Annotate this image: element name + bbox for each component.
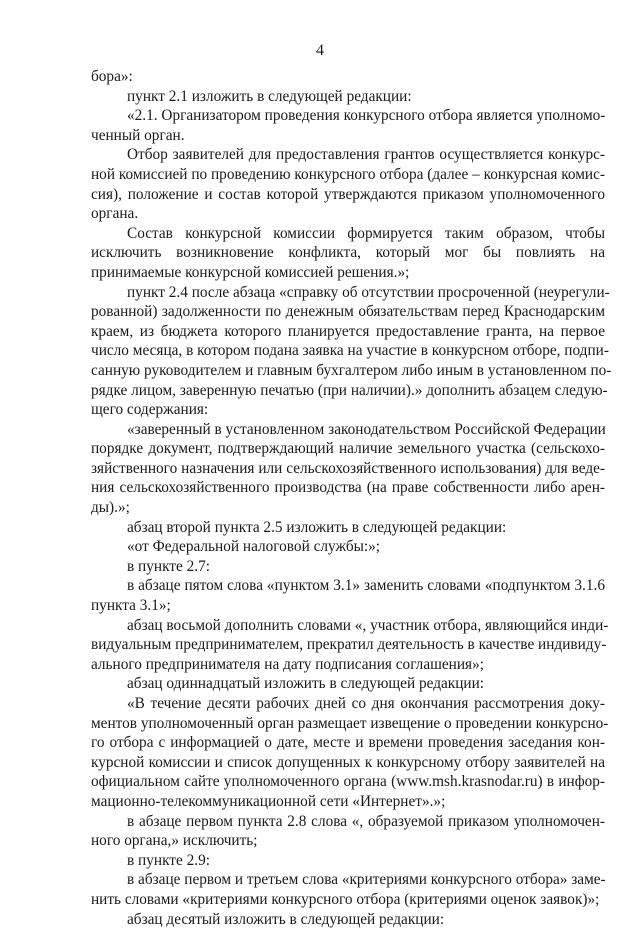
text-line: «от Федеральной налоговой службы:»;	[127, 538, 381, 556]
text-line: курсной комиссии и список допущенных к конкурсному отбору заявителей на	[91, 753, 605, 771]
text-line: официальном сайте уполномоченного органа (www.msh.krasnodar.ru) в инфор-	[91, 773, 605, 791]
text-line: в пункте 2.7:	[127, 557, 210, 575]
text-line: пункт 2.4 после абзаца «справку об отсутствии просроченной (неурегули-	[127, 283, 610, 301]
text-line: ного органа,» исключить;	[91, 832, 258, 850]
text-line: сия), положение и состав которой утверждаются приказом уполномоченного	[91, 185, 605, 203]
text-line: абзац десятый изложить в следующей редакции:	[127, 910, 445, 928]
text-line: ментов уполномоченный орган размещает извещение о проведении конкурсно-	[91, 714, 609, 732]
text-line: ния сельскохозяйственного производства (на праве собственности либо арен-	[91, 479, 605, 497]
text-line: ченный орган.	[91, 126, 185, 144]
text-line: пункт 2.1 изложить в следующей редакции:	[127, 87, 412, 105]
text-line: порядке документ, подтверждающий наличие земельного участка (сельскохо-	[91, 440, 605, 458]
text-line: органа.	[91, 205, 139, 223]
text-line: пункта 3.1»;	[91, 597, 171, 615]
text-line: «заверенный в установленном законодательством Российской Федерации	[127, 420, 606, 438]
text-line: в абзаце пятом слова «пунктом 3.1» заменить словами «подпунктом 3.1.6	[127, 577, 605, 595]
text-line: санную руководителем и главным бухгалтером либо иным в установленном по-	[91, 361, 612, 379]
text-line: ды).»;	[91, 499, 130, 517]
text-line: в абзаце первом пункта 2.8 слова «, образуемой приказом уполномочен-	[127, 812, 605, 830]
text-line: го отбора с информацией о дате, месте и времени проведения заседания кон-	[91, 734, 605, 752]
text-line: в пункте 2.9:	[127, 851, 210, 869]
text-line: ального предпринимателя на дату подписания соглашения»;	[91, 655, 484, 673]
text-line: краем, из бюджета которого планируется предоставление гранта, на первое	[91, 322, 605, 340]
text-line: «2.1. Организатором проведения конкурсного отбора является уполномо-	[127, 107, 606, 125]
text-line: ной комиссией по проведению конкурсного отбора (далее – конкурсная комис-	[91, 165, 605, 183]
text-line: бора»:	[91, 68, 133, 85]
text-line: «В течение десяти рабочих дней со дня окончания рассмотрения доку-	[127, 695, 605, 712]
text-line: абзац восьмой дополнить словами «, участник отбора, являющийся инди-	[127, 616, 609, 634]
text-line: мационно-телекоммуникационной сети «Интернет».»;	[91, 792, 446, 810]
text-line: в абзаце первом и третьем слова «критериями конкурсного отбора» заме-	[127, 871, 606, 889]
text-line: нить словами «критериями конкурсного отбора (критериями оценок заявок)»;	[91, 890, 600, 908]
document-body	[91, 67, 612, 929]
text-line: щего содержания:	[91, 401, 209, 419]
text-line: абзац второй пункта 2.5 изложить в следующей редакции:	[127, 518, 507, 536]
text-line: число месяца, в котором подана заявка на участие в конкурсном отборе, подпи-	[91, 342, 609, 360]
text-line: Состав конкурсной комиссии формируется таким образом, чтобы	[127, 224, 605, 242]
text-line: исключить возникновение конфликта, который мог бы повлиять на	[91, 244, 605, 262]
text-line: Отбор заявителей для предоставления грантов осуществляется конкурс-	[127, 146, 605, 164]
text-line: рядке лицом, заверенную печатью (при наличии).» дополнить абзацем следую-	[91, 381, 608, 399]
text-line: рованной) задолженности по денежным обязательствам перед Краснодарским	[91, 303, 605, 321]
text-line: абзац одиннадцатый изложить в следующей редакции:	[127, 675, 485, 693]
text-line: видуальным предпринимателем, прекратил деятельность в качестве индивиду-	[91, 636, 607, 654]
page-number: 4	[316, 42, 324, 59]
text-line: зяйственного назначения или сельскохозяйственного использования) для веде-	[91, 459, 605, 477]
text-line: принимаемые конкурсной комиссией решения.»;	[91, 263, 410, 281]
